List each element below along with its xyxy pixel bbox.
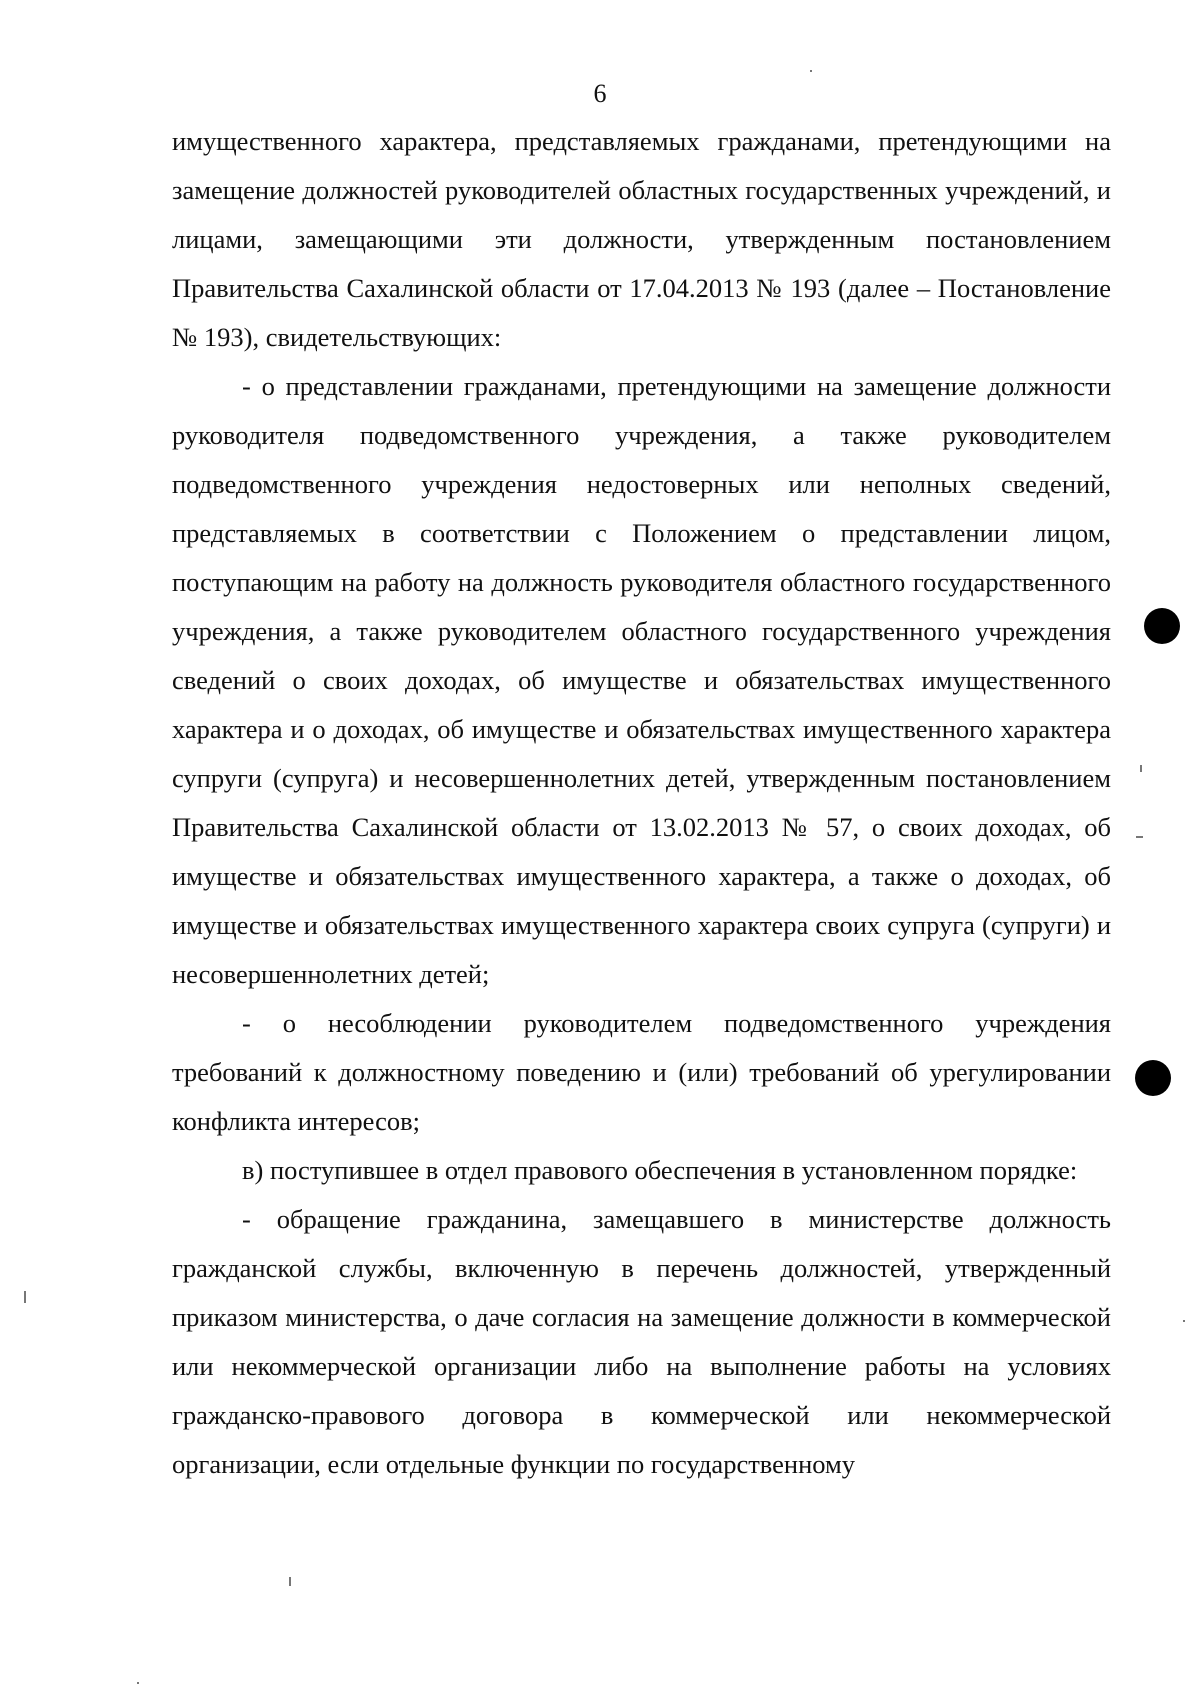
scan-speck (24, 1291, 26, 1303)
scan-speck (137, 1682, 139, 1684)
scan-speck (289, 1577, 291, 1586)
paragraph-citizen-appeal: - обращение гражданина, замещавшего в министерстве должность гражданской службы, включенную в перечень должностей, утвержденный приказом министерства, о даче согласия на замещение должности в коммерческой или некоммерческой организации либо на выполнение работы на условиях гражданско-правового договора в коммерческой или некоммерческой организации, если отдельные функции по государственному (172, 1204, 1111, 1479)
paragraph-unreliable-information: - о представлении гражданами, претендующими на замещение должности руководителя подведомственного учреждения, а также руководителем подведомственного учреждения недостоверных или неполных сведений, представляемых в соответствии с Положением о представлении лицом, поступающим на работу на должность руководителя областного государственного учреждения, а также руководителем областного государственного учреждения сведений о своих доходах, об имуществе и обязательствах имущественного характера и о доходах, об имуществе и обязательствах имущественного характера супруги (супруга) и несовершеннолетних детей, утвержденным постановлением Правительства Сахалинской области от 13.02.2013 № 57, о своих доходах, об имуществе и обязательствах имущественного характера, а также о доходах, об имуществе и обязательствах имущественного характера своих супруга (супруги) и несовершеннолетних детей; (172, 371, 1111, 989)
punch-hole-lower (1135, 1060, 1171, 1096)
scan-speck (1183, 1320, 1185, 1322)
paragraph-item-v: в) поступившее в отдел правового обеспечения в установленном порядке: (242, 1155, 1078, 1185)
document-body (172, 117, 1111, 1489)
page-number: 6 (593, 79, 607, 108)
scan-speck (1136, 836, 1143, 838)
punch-hole-upper (1144, 608, 1180, 644)
paragraph-continuation: имущественного характера, представляемых гражданами, претендующими на замещение должностей руководителей областных государственных учреждений, и лицами, замещающими эти должности, утвержденным постановлением Правительства Сахалинской области от 17.04.2013 № 193 (далее – Постановление № 193), свидетельствующих: (172, 126, 1111, 352)
scan-speck (1140, 765, 1142, 772)
paragraph-conduct-requirements: - о несоблюдении руководителем подведомственного учреждения требований к должностному поведению и (или) требований об урегулировании конфликта интересов; (172, 1008, 1111, 1136)
scan-speck (810, 70, 812, 72)
